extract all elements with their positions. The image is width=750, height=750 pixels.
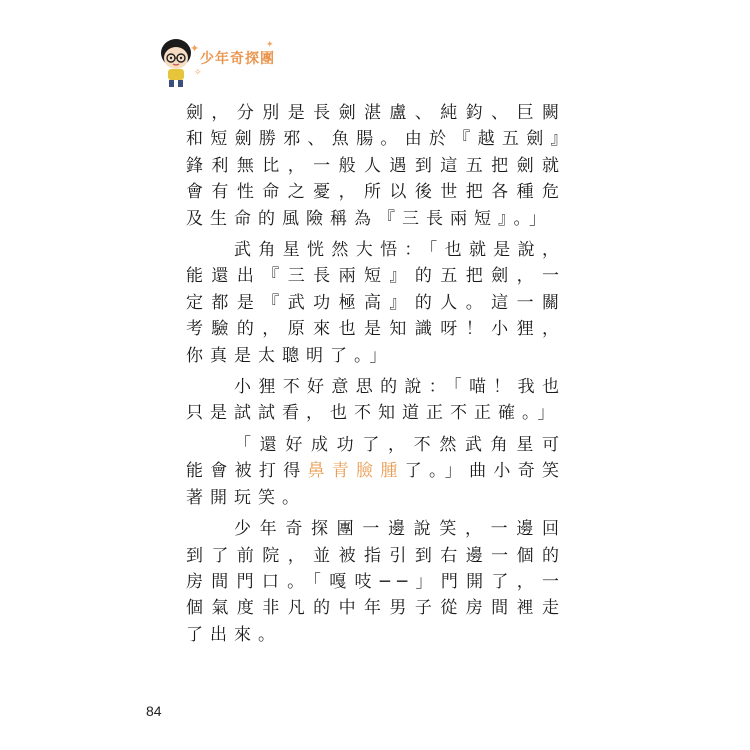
sparkle-icon: ✦ [190, 42, 200, 55]
paragraph-3: 小狸不好意思的說：「喵！我也只是試試看，也不知道正不正確。」 [186, 377, 566, 424]
paragraph-4-start: 「還好成功了，不然武角星可能會被打得 [186, 434, 566, 482]
paragraph-4-end: 了。」曲小奇笑著開玩笑。 [186, 461, 567, 508]
page-number: 84 [146, 703, 162, 719]
sparkle-icon: ✧ [194, 68, 202, 78]
series-title: 少年奇探團 [200, 51, 275, 67]
paragraph-5: 少年奇探團一邊說笑，一邊回到了前院，並被指引到右邊一個的房間門口。「嘎吱──」門開了，一個氣度非凡的中年男子從房間裡走了出來。 [186, 519, 566, 645]
paragraph-1: 劍，分別是長劍湛盧、純鈞、巨闕和短劍勝邪、魚腸。由於『越五劍』鋒利無比，一般人遇到這五把劍就會有性命之憂，所以後世把各種危及生命的風險稱為『三長兩短』。」 [186, 103, 566, 229]
page-header [154, 36, 314, 96]
paragraph-2: 武角星恍然大悟：「也就是說，能還出『三長兩短』的五把劍，一定都是『武功極高』的人。這一關考驗的，原來也是知識呀！小狸，你真是太聰明了。」 [186, 240, 566, 366]
paragraph-4 [186, 432, 566, 511]
body-text [186, 100, 566, 653]
highlighted-phrase: 鼻青臉腫 [307, 461, 405, 482]
sparkle-icon: ✦ [266, 40, 274, 50]
